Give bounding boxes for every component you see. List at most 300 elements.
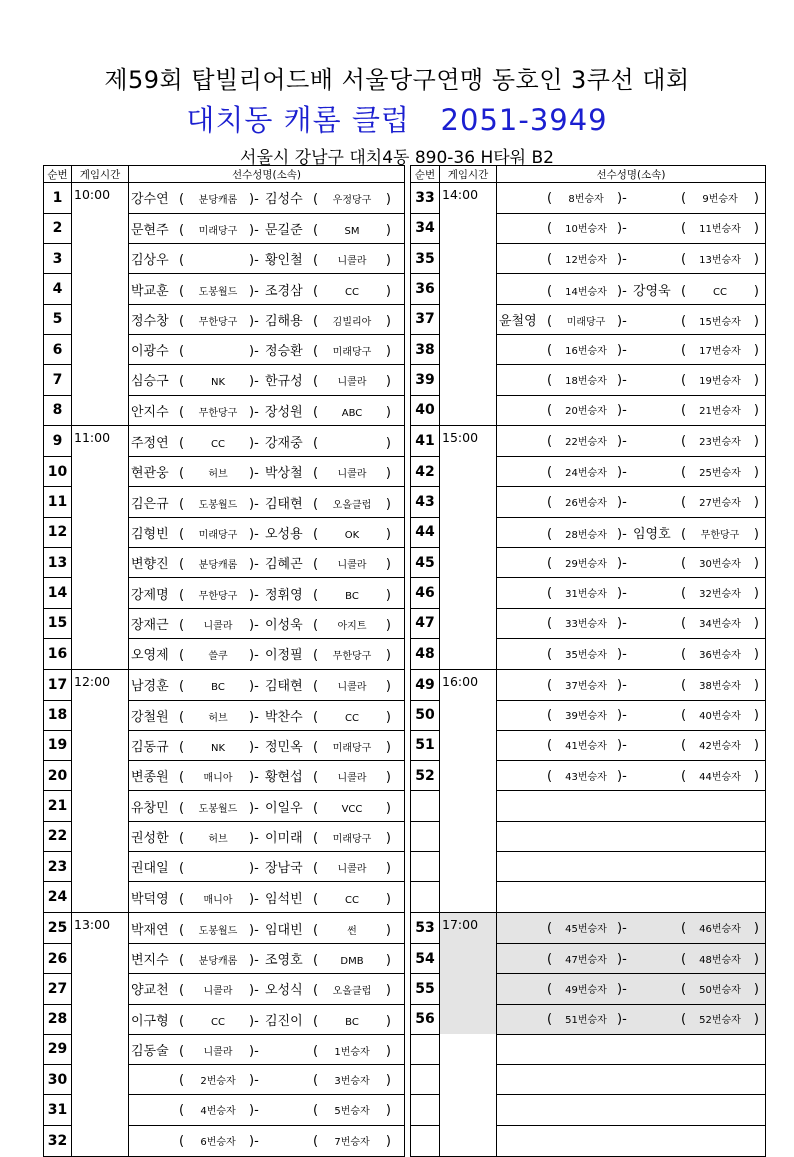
match-players <box>497 700 766 730</box>
player-a-name: 박교훈 <box>131 283 169 299</box>
bracket: ( <box>681 646 687 662</box>
tournament-title: 제59회 탑빌리어드배 서울당구연맹 동호인 3쿠선 대회 <box>104 66 690 94</box>
game-time <box>440 487 497 517</box>
game-time <box>72 487 129 517</box>
player-a-club: 도봉월드 <box>198 286 238 298</box>
match-row <box>44 638 405 669</box>
bracket: ( <box>179 648 185 664</box>
player-a-name: 안지수 <box>131 404 169 420</box>
match-number: 12 <box>44 517 72 547</box>
match-number: 41 <box>411 426 440 457</box>
player-a-name: 장재근 <box>131 617 169 633</box>
player-b-club: 50번승자 <box>699 984 741 996</box>
match-number: 23 <box>44 852 72 882</box>
game-time <box>72 1095 129 1125</box>
player-a-club: 16번승자 <box>565 345 607 357</box>
bracket: ( <box>681 251 687 267</box>
game-time: 16:00 <box>440 669 497 700</box>
match-number: 21 <box>44 791 72 821</box>
player-a-name: 김동규 <box>131 739 169 755</box>
match-number: 11 <box>44 487 72 517</box>
match-players <box>497 274 766 304</box>
match-players <box>497 882 766 913</box>
match-number: 22 <box>44 821 72 851</box>
player-b-name: 김혜곤 <box>265 557 303 573</box>
bracket: ( <box>313 192 319 208</box>
bracket: ) <box>385 1013 391 1029</box>
match-number: 44 <box>411 517 440 547</box>
bracket: ) <box>385 496 391 512</box>
game-time <box>440 1034 497 1064</box>
game-time <box>72 1004 129 1034</box>
player-a-club: 미래당구 <box>198 529 238 541</box>
bracket: ( <box>547 586 553 601</box>
match-number: 28 <box>44 1004 72 1034</box>
match-number: 40 <box>411 395 440 426</box>
game-time <box>440 943 497 973</box>
match-row <box>411 913 766 944</box>
bracket: )- <box>249 679 259 695</box>
player-b-club: 7번승자 <box>334 1136 370 1148</box>
bracket: )- <box>249 1013 259 1029</box>
bracket: ) <box>385 648 391 664</box>
bracket: ) <box>385 1133 391 1149</box>
bracket: ) <box>753 708 759 724</box>
player-b-club: BC <box>345 1016 359 1028</box>
bracket: ( <box>547 616 553 632</box>
match-players <box>129 274 405 304</box>
player-a-club: 51번승자 <box>565 1015 607 1027</box>
game-time <box>72 457 129 487</box>
bracket: ( <box>179 466 185 482</box>
bracket: )- <box>249 830 259 846</box>
bracket: )- <box>249 587 259 603</box>
bracket: ( <box>547 555 553 571</box>
bracket: ) <box>753 495 759 511</box>
game-time: 15:00 <box>440 426 497 457</box>
bracket: )- <box>617 768 627 784</box>
bracket: )- <box>617 313 627 329</box>
player-a-name: 박재연 <box>131 922 169 938</box>
bracket: )- <box>249 466 259 482</box>
bracket: ( <box>313 983 319 999</box>
player-a-club: 24번승자 <box>565 467 607 479</box>
match-row <box>411 213 766 243</box>
bracket: ) <box>385 770 391 786</box>
game-time <box>72 882 129 913</box>
bracket: ( <box>313 435 319 451</box>
bracket: )- <box>617 951 627 967</box>
match-row <box>44 426 405 457</box>
match-number: 53 <box>411 913 440 944</box>
bracket: ( <box>681 464 687 480</box>
player-a-club: BC <box>211 682 225 694</box>
bracket: ( <box>313 404 319 420</box>
bracket: )- <box>617 495 627 511</box>
bracket: ( <box>179 496 185 512</box>
player-b-club: 11번승자 <box>699 224 741 236</box>
match-row <box>411 608 766 638</box>
bracket: )- <box>249 861 259 877</box>
match-row <box>411 183 766 214</box>
bracket: ( <box>547 342 553 358</box>
bracket: ( <box>313 313 319 329</box>
player-b-club: 46번승자 <box>699 924 741 936</box>
bracket: ) <box>753 586 759 601</box>
match-row <box>44 700 405 730</box>
game-time <box>72 548 129 578</box>
player-b-club: 1번승자 <box>334 1046 370 1058</box>
match-number: 20 <box>44 761 72 791</box>
bracket: ) <box>753 283 759 299</box>
match-row <box>411 578 766 608</box>
club-address: 서울시 강남구 대치4동 890-36 H타워 B2 <box>240 148 554 168</box>
player-a-name: 김동술 <box>131 1043 169 1059</box>
game-time <box>440 1125 497 1156</box>
bracket: ( <box>681 1012 687 1028</box>
bracket: )- <box>249 557 259 573</box>
match-row <box>411 882 766 913</box>
bracket: ) <box>753 555 759 571</box>
player-b-club: 니콜라 <box>337 560 367 572</box>
player-b-name: 한규성 <box>265 374 303 390</box>
bracket: )- <box>249 617 259 633</box>
bracket: ) <box>385 891 391 907</box>
player-b-club: 19번승자 <box>699 375 741 387</box>
player-a-club: 45번승자 <box>565 924 607 936</box>
player-a-club: 도봉월드 <box>198 803 238 815</box>
bracket: ( <box>681 403 687 419</box>
game-time <box>72 304 129 334</box>
match-row <box>411 244 766 274</box>
bracket: ( <box>313 861 319 877</box>
match-number: 5 <box>44 304 72 334</box>
match-number: 25 <box>44 913 72 944</box>
player-a-club: 29번승자 <box>565 558 607 570</box>
player-b-name: 임대빈 <box>265 922 303 938</box>
match-players <box>129 183 405 214</box>
player-a-name: 유창민 <box>131 800 169 816</box>
bracket: ) <box>753 313 759 329</box>
player-b-name: 박찬수 <box>265 709 303 725</box>
match-row <box>44 730 405 760</box>
bracket: )- <box>617 738 627 754</box>
bracket: ) <box>385 709 391 725</box>
player-a-name: 변지수 <box>131 953 169 969</box>
match-row <box>44 1065 405 1095</box>
match-row <box>411 700 766 730</box>
bracket: ( <box>547 526 553 542</box>
player-a-club: 니콜라 <box>203 1046 233 1058</box>
bracket: )- <box>617 921 627 937</box>
bracket: )- <box>249 222 259 238</box>
bracket: )- <box>617 283 627 299</box>
bracket: ( <box>547 313 553 329</box>
player-b-club: 미래당구 <box>332 742 372 754</box>
bracket: ) <box>753 190 759 206</box>
bracket: ) <box>385 1043 391 1059</box>
match-players <box>497 943 766 973</box>
bracket: ( <box>681 677 687 693</box>
match-row <box>411 426 766 457</box>
player-a-name: 남경훈 <box>131 679 169 695</box>
match-number: 35 <box>411 244 440 274</box>
bracket: )- <box>249 253 259 269</box>
player-b-name: 강영욱 <box>633 283 671 299</box>
player-b-name: 정휘영 <box>265 587 303 603</box>
bracket: ( <box>547 951 553 967</box>
match-row <box>44 517 405 547</box>
bracket: ) <box>385 922 391 938</box>
match-row <box>411 730 766 760</box>
match-row <box>44 1034 405 1064</box>
bracket: ) <box>385 404 391 420</box>
player-a-club: 8번승자 <box>568 193 604 205</box>
bracket: ( <box>681 372 687 388</box>
player-b-club: 25번승자 <box>699 467 741 479</box>
match-number: 30 <box>44 1065 72 1095</box>
game-time <box>440 1095 497 1125</box>
game-time <box>72 638 129 669</box>
match-row <box>411 487 766 517</box>
game-time <box>72 517 129 547</box>
player-b-club: 니콜라 <box>337 682 367 694</box>
bracket: ( <box>313 648 319 664</box>
game-time <box>72 761 129 791</box>
match-number: 51 <box>411 730 440 760</box>
player-b-club: 9번승자 <box>702 193 738 205</box>
match-number: 3 <box>44 244 72 274</box>
match-number: 34 <box>411 213 440 243</box>
match-row <box>411 761 766 791</box>
bracket: ( <box>179 983 185 999</box>
game-time <box>440 334 497 364</box>
match-number: 36 <box>411 274 440 304</box>
bracket: ( <box>179 1013 185 1029</box>
player-a-club: 18번승자 <box>565 375 607 387</box>
bracket: ) <box>753 434 759 450</box>
game-time <box>72 1125 129 1156</box>
bracket: ( <box>313 770 319 786</box>
match-number: 24 <box>44 882 72 913</box>
game-time: 17:00 <box>440 913 497 944</box>
match-players <box>129 517 405 547</box>
player-b-club: 38번승자 <box>699 680 741 692</box>
match-number: 46 <box>411 578 440 608</box>
player-a-name: 주정연 <box>131 435 169 451</box>
player-b-club: 니콜라 <box>337 864 367 876</box>
player-a-club: NK <box>210 377 226 389</box>
club-name-phone: 대치동 캐롬 클럽 2051-3949 <box>186 103 608 137</box>
player-b-name: 김성수 <box>265 192 303 208</box>
player-a-club: 무한당구 <box>198 316 238 328</box>
match-row <box>44 548 405 578</box>
player-a-name: 강철원 <box>131 709 169 725</box>
game-time: 10:00 <box>72 183 129 214</box>
match-number: 9 <box>44 426 72 457</box>
match-number <box>411 1034 440 1064</box>
match-players <box>497 517 766 547</box>
match-number: 19 <box>44 730 72 760</box>
player-b-club: 니콜라 <box>337 469 367 481</box>
game-time: 12:00 <box>72 669 129 700</box>
bracket: )- <box>249 953 259 969</box>
bracket: ( <box>313 526 319 542</box>
bracket: ( <box>313 253 319 269</box>
bracket: ( <box>313 922 319 938</box>
match-players <box>129 365 405 395</box>
match-number <box>411 1095 440 1125</box>
player-b-club: OK <box>344 529 360 541</box>
bracket: ( <box>547 464 553 480</box>
match-players <box>129 244 405 274</box>
player-a-club: 도봉월드 <box>198 499 238 511</box>
bracket: ( <box>179 709 185 725</box>
match-row <box>411 304 766 334</box>
player-b-club: 우정당구 <box>332 195 372 207</box>
match-players <box>497 487 766 517</box>
match-players <box>129 1095 405 1125</box>
player-a-club: 분당캐롬 <box>198 195 238 207</box>
bracket: )- <box>249 404 259 420</box>
match-row <box>44 334 405 364</box>
player-a-club: 쓸쿠 <box>208 651 228 663</box>
bracket: ) <box>753 921 759 937</box>
player-b-club: 5번승자 <box>334 1106 370 1118</box>
player-b-name: 김태현 <box>265 679 303 695</box>
player-b-name: 임석빈 <box>265 891 303 907</box>
game-time <box>440 548 497 578</box>
match-players <box>497 1095 766 1125</box>
match-number: 50 <box>411 700 440 730</box>
bracket: ( <box>681 342 687 358</box>
player-b-name: 임영호 <box>633 526 671 542</box>
bracket: ( <box>179 1103 185 1119</box>
match-players <box>129 578 405 608</box>
bracket: ( <box>179 770 185 786</box>
bracket: ( <box>313 617 319 633</box>
bracket: ( <box>681 283 687 299</box>
match-row <box>44 213 405 243</box>
match-players <box>129 913 405 944</box>
bracket: ( <box>681 708 687 724</box>
player-a-name: 김형빈 <box>131 526 169 542</box>
bracket: )- <box>249 496 259 512</box>
bracket: ) <box>753 951 759 967</box>
game-time <box>440 517 497 547</box>
bracket: ) <box>385 313 391 329</box>
bracket: ( <box>179 953 185 969</box>
bracket: ) <box>753 372 759 388</box>
bracket: )- <box>617 251 627 267</box>
player-b-club: 44번승자 <box>699 771 741 783</box>
game-time <box>72 852 129 882</box>
bracket: ( <box>179 891 185 907</box>
game-time: 11:00 <box>72 426 129 457</box>
bracket: )- <box>617 708 627 724</box>
game-time <box>440 821 497 851</box>
match-number <box>411 1065 440 1095</box>
match-row <box>44 365 405 395</box>
bracket: ( <box>681 555 687 571</box>
player-a-club: 미래당구 <box>566 316 606 328</box>
player-a-name: 김은규 <box>131 496 169 512</box>
match-players <box>129 395 405 426</box>
match-players <box>129 791 405 821</box>
game-time <box>440 882 497 913</box>
match-number: 16 <box>44 638 72 669</box>
game-time <box>440 700 497 730</box>
match-players <box>497 608 766 638</box>
match-number: 17 <box>44 669 72 700</box>
match-number: 48 <box>411 638 440 669</box>
player-a-name: 양교천 <box>131 983 169 999</box>
bracket: ( <box>179 830 185 846</box>
bracket: )- <box>249 1103 259 1119</box>
player-a-club: 35번승자 <box>565 649 607 661</box>
schedule-table-left <box>43 165 405 1157</box>
match-number: 1 <box>44 183 72 214</box>
game-time <box>72 334 129 364</box>
match-number: 7 <box>44 365 72 395</box>
player-a-name: 권성한 <box>131 830 169 846</box>
player-a-club: 매니아 <box>203 894 233 906</box>
bracket: )- <box>249 435 259 451</box>
match-players <box>497 1034 766 1064</box>
player-a-club: 2번승자 <box>200 1075 236 1087</box>
bracket: ( <box>179 526 185 542</box>
match-row <box>44 1095 405 1125</box>
bracket: ( <box>313 1013 319 1029</box>
match-players <box>129 1125 405 1156</box>
player-a-name: 권대일 <box>131 861 169 877</box>
player-a-club: 허브 <box>208 469 228 481</box>
bracket: ) <box>753 526 759 542</box>
bracket: ( <box>547 495 553 511</box>
bracket: ( <box>313 1072 319 1088</box>
bracket: )- <box>249 1043 259 1059</box>
bracket: ( <box>313 557 319 573</box>
bracket: ( <box>313 830 319 846</box>
player-b-club: 32번승자 <box>699 589 741 600</box>
player-b-name: 오성용 <box>265 526 303 542</box>
bracket: ) <box>385 344 391 360</box>
player-a-name: 문현주 <box>131 222 169 238</box>
match-players <box>497 730 766 760</box>
bracket: )- <box>249 1072 259 1088</box>
bracket: ) <box>753 981 759 997</box>
match-number: 27 <box>44 974 72 1004</box>
player-a-club: 분당캐롬 <box>198 560 238 572</box>
bracket: ( <box>547 768 553 784</box>
player-a-club: 39번승자 <box>565 711 607 723</box>
bracket: ( <box>313 1133 319 1149</box>
game-time <box>440 213 497 243</box>
match-row <box>411 821 766 851</box>
player-b-club: 52번승자 <box>699 1015 741 1027</box>
match-players <box>129 821 405 851</box>
match-row <box>44 974 405 1004</box>
player-b-name: 정민옥 <box>265 739 303 755</box>
match-players <box>129 608 405 638</box>
game-time <box>72 1034 129 1064</box>
match-row <box>411 334 766 364</box>
bracket: ( <box>547 921 553 937</box>
player-b-club: 썬 <box>347 925 357 937</box>
match-row <box>44 1004 405 1034</box>
bracket: ( <box>547 403 553 419</box>
match-players <box>497 183 766 214</box>
